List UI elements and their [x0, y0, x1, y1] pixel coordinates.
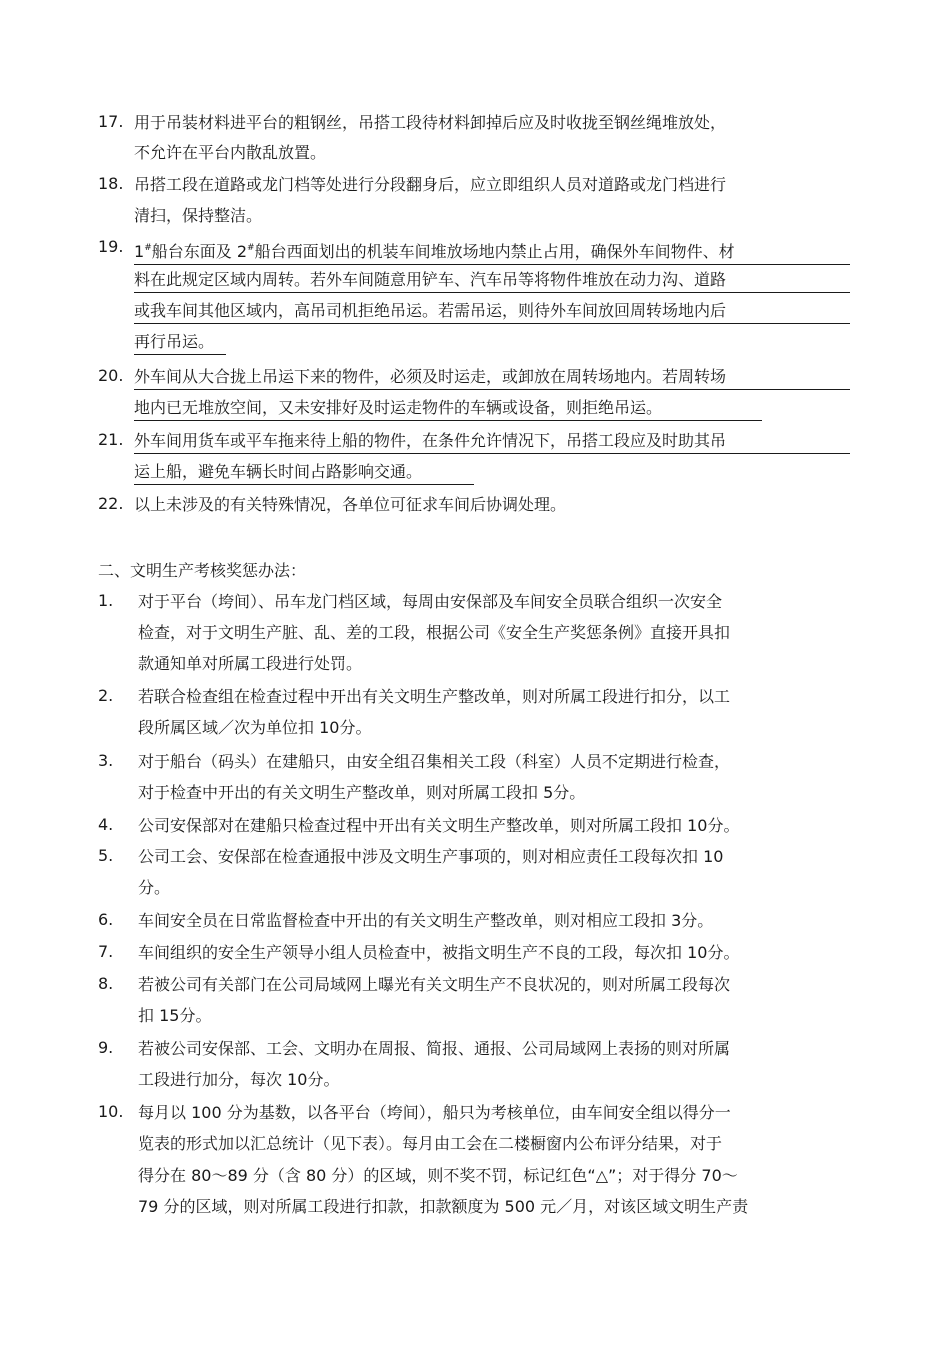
item-line: 检查，对于文明生产脏、乱、差的工段，根据公司《安全生产奖惩条例》直接开具扣 — [138, 623, 731, 642]
item-line: 扣 15分。 — [138, 1006, 212, 1025]
item-line: 对于平台（垮间）、吊车龙门档区域，每周由安保部及车间安全员联合组织一次安全 — [138, 592, 723, 611]
item-line: 分。 — [138, 878, 171, 897]
item-number: 2. — [98, 686, 114, 705]
item-line: 得分在 80～89 分（含 80 分）的区域，则不奖不罚，标记红色“△”；对于得分 70～ — [138, 1166, 738, 1185]
item-line-underlined: 外车间用货车或平车拖来待上船的物件，在条件允许情况下，吊搭工段应及时助其吊 — [134, 430, 850, 454]
number-mark: # — [247, 243, 255, 253]
section-heading: 二、文明生产考核奖惩办法： — [98, 561, 307, 580]
item-line-underlined: 地内已无堆放空间，又未安排好及时运走物件的车辆或设备，则拒绝吊运。 — [134, 397, 762, 421]
item-number: 4. — [98, 815, 114, 834]
item-line: 用于吊装材料进平台的粗钢丝，吊搭工段待材料卸掉后应及时收拢至钢丝绳堆放处， — [134, 113, 727, 132]
item-number: 1. — [98, 591, 114, 610]
item-line: 79 分的区域，则对所属工段进行扣款，扣款额度为 500 元／月，对该区域文明生产责 — [138, 1197, 749, 1216]
item-number: 18. — [98, 174, 124, 193]
item-line: 若被公司安保部、工会、文明办在周报、简报、通报、公司局域网上表扬的则对所属 — [138, 1039, 731, 1058]
item-number: 9. — [98, 1038, 114, 1057]
item-line: 公司工会、安保部在检查通报中涉及文明生产事项的，则对相应责任工段每次扣 10 — [138, 847, 724, 866]
item-line-text: 船台东面及 2 — [151, 242, 248, 261]
item-line: 款通知单对所属工段进行处罚。 — [138, 654, 363, 673]
item-line: 吊搭工段在道路或龙门档等处进行分段翻身后，应立即组织人员对道路或龙门档进行 — [134, 175, 727, 194]
item-number: 19. — [98, 237, 124, 256]
item-number: 6. — [98, 910, 114, 929]
item-number: 17. — [98, 112, 124, 131]
item-line: 若被公司有关部门在公司局域网上曝光有关文明生产不良状况的，则对所属工段每次 — [138, 975, 731, 994]
item-line-text: 船台西面划出的机装车间堆放场地内禁止占用，确保外车间物件、材 — [254, 242, 735, 261]
item-line: 对于检查中开出的有关文明生产整改单，则对所属工段扣 5分。 — [138, 783, 586, 802]
item-number: 3. — [98, 751, 114, 770]
item-line-underlined: 料在此规定区域内周转。若外车间随意用铲车、汽车吊等将物件堆放在动力沟、道路 — [134, 269, 850, 293]
item-number: 21. — [98, 430, 124, 449]
item-line: 工段进行加分，每次 10分。 — [138, 1070, 340, 1089]
item-line-underlined: 再行吊运。 — [134, 331, 226, 355]
item-line: 段所属区域／次为单位扣 10分。 — [138, 718, 372, 737]
item-number: 8. — [98, 974, 114, 993]
item-line: 车间安全员在日常监督检查中开出的有关文明生产整改单，则对相应工段扣 3分。 — [138, 911, 714, 930]
item-line: 对于船台（码头）在建船只，由安全组召集相关工段（科室）人员不定期进行检查， — [138, 752, 731, 771]
item-number: 5. — [98, 846, 114, 865]
item-line-underlined: 外车间从大合拢上吊运下来的物件，必须及时运走，或卸放在周转场地内。若周转场 — [134, 366, 850, 390]
item-number: 7. — [98, 942, 114, 961]
item-number: 20. — [98, 366, 124, 385]
item-line: 不允许在平台内散乱放置。 — [134, 143, 327, 162]
item-line-underlined: 或我车间其他区域内，高吊司机拒绝吊运。若需吊运，则待外车间放回周转场地内后 — [134, 300, 850, 324]
item-line: 以上未涉及的有关特殊情况，各单位可征求车间后协调处理。 — [134, 495, 567, 514]
item-number: 10. — [98, 1102, 124, 1121]
item-line: 清扫，保持整洁。 — [134, 206, 263, 225]
item-number: 22. — [98, 494, 124, 513]
berth-number: 1 — [134, 242, 145, 261]
item-line: 览表的形式加以汇总统计（见下表）。每月由工会在二楼橱窗内公布评分结果，对于 — [138, 1134, 723, 1153]
item-line: 每月以 100 分为基数，以各平台（垮间），船只为考核单位，由车间安全组以得分一 — [138, 1103, 731, 1122]
item-line-underlined: 运上船，避免车辆长时间占路影响交通。 — [134, 461, 474, 485]
number-mark: # — [144, 243, 152, 253]
item-line: 公司安保部对在建船只检查过程中开出有关文明生产整改单，则对所属工段扣 10分。 — [138, 816, 740, 835]
item-line-underlined — [134, 237, 850, 265]
item-line: 车间组织的安全生产领导小组人员检查中，被指文明生产不良的工段，每次扣 10分。 — [138, 943, 740, 962]
item-line: 若联合检查组在检查过程中开出有关文明生产整改单，则对所属工段进行扣分，以工 — [138, 687, 731, 706]
